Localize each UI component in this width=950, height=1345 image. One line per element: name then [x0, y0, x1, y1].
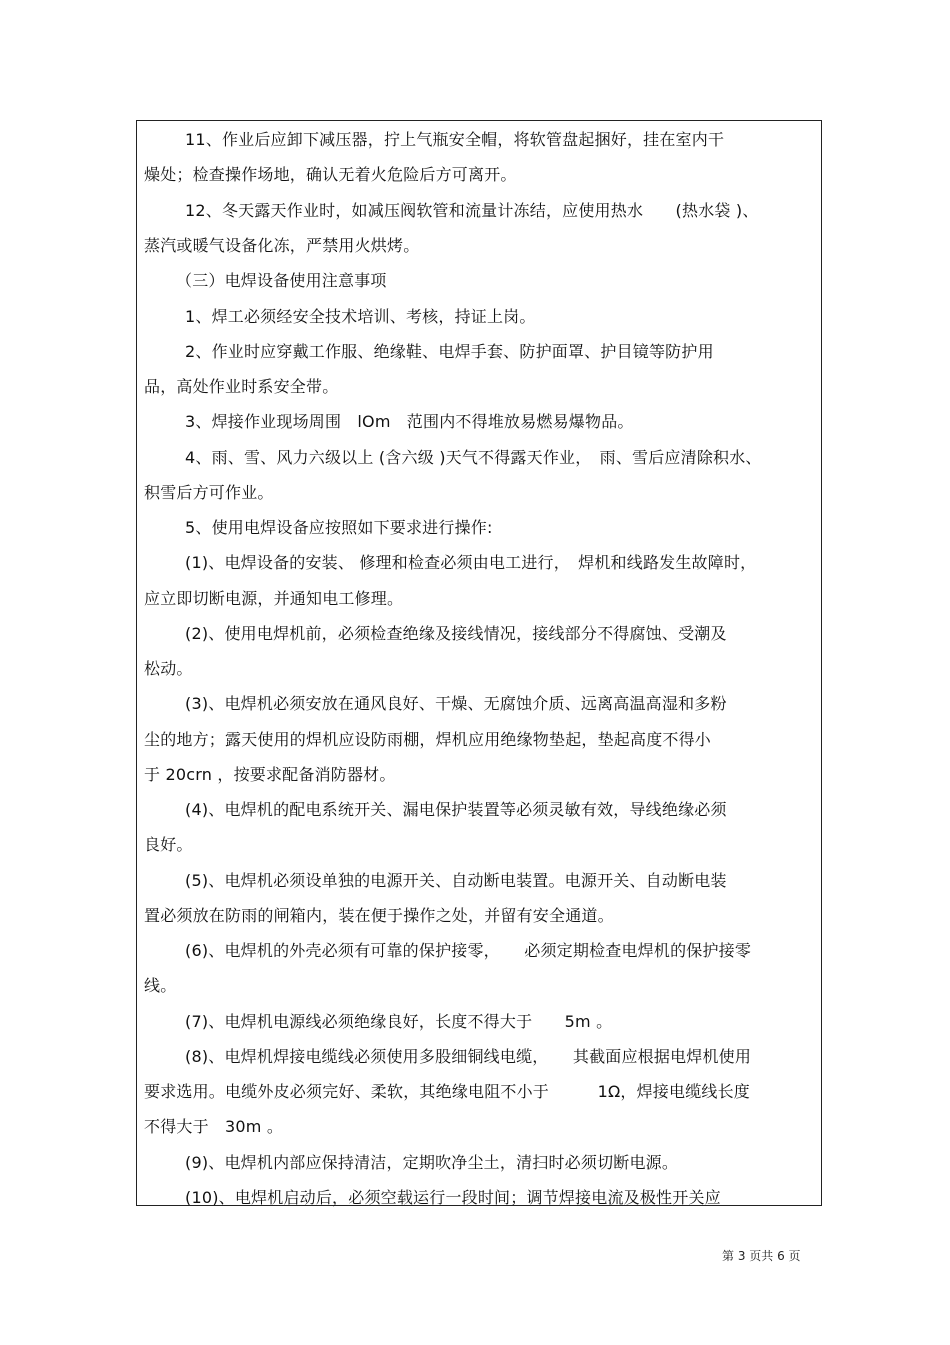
page-number: 第 3 页共 6 页	[722, 1249, 801, 1263]
text-line: 良好。	[144, 835, 193, 854]
text-line: 3、焊接作业现场周围 lOm 范围内不得堆放易燃易爆物品。	[185, 412, 634, 431]
text-line: 11、作业后应卸下减压器，拧上气瓶安全帽，将软管盘起捆好，挂在室内干	[185, 130, 725, 149]
text-line: (1)、电焊设备的安装、 修理和检查必须由电工进行， 焊机和线路发生故障时，	[185, 553, 757, 572]
text-line: (7)、电焊机电源线必须绝缘良好，长度不得大于 5m 。	[185, 1012, 613, 1031]
text-line: 应立即切断电源，并通知电工修理。	[144, 589, 404, 608]
text-line: 松动。	[144, 659, 193, 678]
text-line: (3)、电焊机必须安放在通风良好、干燥、无腐蚀介质、远离高温高湿和多粉	[185, 694, 727, 713]
text-line: 不得大于 30m 。	[144, 1117, 284, 1136]
text-line: (5)、电焊机必须设单独的电源开关、自动断电装置。电源开关、自动断电装	[185, 871, 727, 890]
text-line: 置必须放在防雨的闸箱内，装在便于操作之处，并留有安全通道。	[144, 906, 614, 925]
text-line: (10)、电焊机启动后，必须空载运行一段时间；调节焊接电流及极性开关应	[185, 1188, 721, 1207]
text-line: 积雪后方可作业。	[144, 483, 274, 502]
text-line: 于 20crn ，按要求配备消防器材。	[144, 765, 396, 784]
text-line: (4)、电焊机的配电系统开关、漏电保护装置等必须灵敏有效，导线绝缘必须	[185, 800, 727, 819]
text-line: 品，高处作业时系安全带。	[144, 377, 339, 396]
text-line: 要求选用。电缆外皮必须完好、柔软，其绝缘电阻不小于 1Ω，焊接电缆线长度	[144, 1082, 751, 1101]
text-line: (2)、使用电焊机前，必须检查绝缘及接线情况，接线部分不得腐蚀、受潮及	[185, 624, 727, 643]
text-line: 燥处；检查操作场地，确认无着火危险后方可离开。	[144, 165, 517, 184]
text-line: (9)、电焊机内部应保持清洁，定期吹净尘土，清扫时必须切断电源。	[185, 1153, 679, 1172]
text-line: 尘的地方；露天使用的焊机应设防雨棚，焊机应用绝缘物垫起，垫起高度不得小	[144, 730, 712, 749]
text-line: 4、雨、雪、风力六级以上 (含六级 )天气不得露天作业， 雨、雪后应清除积水、	[185, 448, 762, 467]
text-line: 1、焊工必须经安全技术培训、考核，持证上岗。	[185, 307, 536, 326]
text-line: 蒸汽或暖气设备化冻，严禁用火烘烤。	[144, 236, 420, 255]
text-line: (8)、电焊机焊接电缆线必须使用多股细铜线电缆， 其截面应根据电焊机使用	[185, 1047, 752, 1066]
text-line: 5、使用电焊设备应按照如下要求进行操作:	[185, 518, 493, 537]
text-line: (6)、电焊机的外壳必须有可靠的保护接零， 必须定期检查电焊机的保护接零	[185, 941, 752, 960]
text-line: 线。	[144, 976, 177, 995]
text-line: 12、冬天露天作业时，如减压阀软管和流量计冻结，应使用热水 (热水袋 )、	[185, 201, 759, 220]
section-heading: （三）电焊设备使用注意事项	[176, 271, 387, 290]
text-line: 2、作业时应穿戴工作服、绝缘鞋、电焊手套、防护面罩、护目镜等防护用	[185, 342, 714, 361]
